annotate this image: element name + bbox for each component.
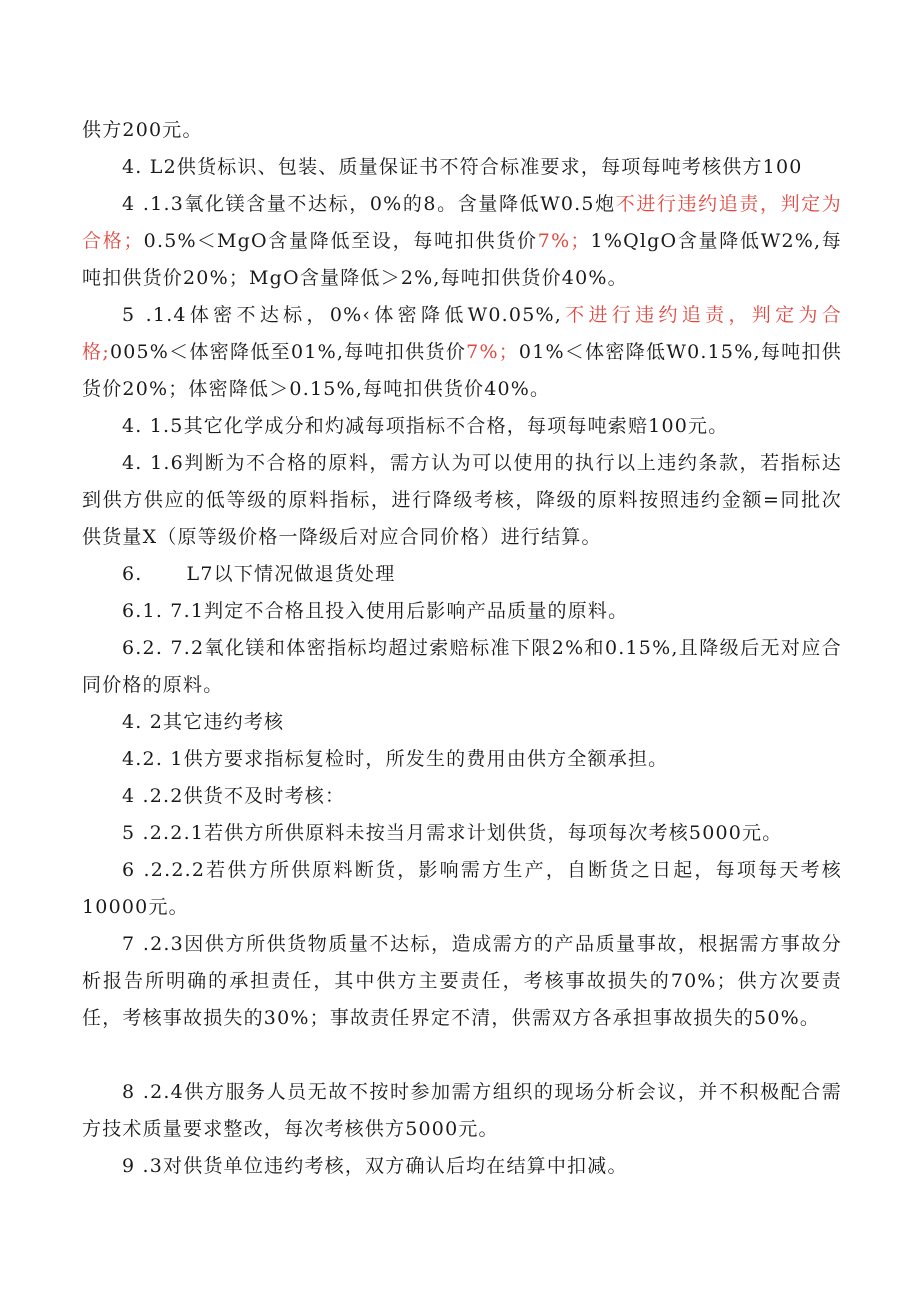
clause-4-2-2-1: 5 .2.2.1若供方所供原料未按当月需求计划供货，每项每次考核5000元。 [122,822,783,844]
clause-text: 01%＜体密降低W0.15%,每吨扣供货价20%；体密降低＞0.15%,每吨扣供货价40%。 [82,341,842,400]
clause-text: 1%QlgO含量降低W2%,每吨扣供货价20%；MgO含量降低＞2%,每吨扣供货价40%。 [82,230,842,289]
highlight-no-liability: 不进行违约追责，判定为合格； [82,193,842,252]
clause-4-1-3 [82,186,842,297]
clause-6-1: 6.1. 7.1判定不合格且投入使用后影响产品质量的原料。 [122,600,629,622]
highlight-no-liability: 不进行违约追责，判定为合格; [82,304,842,363]
clause-4-2-2-2: 6 .2.2.2若供方所供原料断货，影响需方生产，自断货之日起，每项每天考核10000元。 [82,859,842,918]
clause-4-2-3: 7 .2.3因供方所供货物质量不达标，造成需方的产品质量事故，根据需方事故分析报告所明确的承担责任，其中供方主要责任，考核事故损失的70%；供方次要责任，考核事故损失的30%；事故责任界定不清，供需双方各承担事故损失的50%。 [82,933,842,1029]
clause-4-2-1: 4.2. 1供方要求指标复检时，所发生的费用由供方全额承担。 [122,748,669,770]
highlight-percent: 7%； [466,341,519,363]
paragraph-continuation: 供方200元。 [82,119,203,141]
highlight-percent: 7%； [537,230,591,252]
clause-4-1-2: 4. L2供货标识、包装、质量保证书不符合标准要求，每项每吨考核供方100 [122,156,803,178]
clause-4-2-2: 4 .2.2供货不及时考核： [122,785,346,807]
clause-4-1-5: 4. 1.5其它化学成分和灼减每项指标不合格，每项每吨索赔100元。 [122,415,729,437]
clause-text: L7以下情况做退货处理 [186,563,396,585]
clause-text: 4 .1.3氧化镁含量不达标，0%的8。含量降低W0.5炮 [122,193,616,215]
section-4-2-heading: 4. 2其它违约考核 [122,711,285,733]
clause-text: 005%＜体密降低至01%,每吨扣供货价 [109,341,467,363]
clause-number: 6. [122,563,143,585]
clause-return-heading [82,556,842,593]
clause-4-1-6: 4. 1.6判断为不合格的原料，需方认为可以使用的执行以上违约条款，若指标达到供方供应的低等级的原料指标，进行降级考核，降级的原料按照违约金额=同批次供货量X（原等级价格一降级后对应合同价格）进行结算。 [82,452,842,548]
clause-4-1-4 [82,297,842,408]
clause-4-2-4: 8 .2.4供方服务人员无故不按时参加需方组织的现场分析会议，并不积极配合需方技术质量要求整改，每次考核供方5000元。 [82,1081,842,1140]
clause-text: 5 .1.4体密不达标，0%‹体密降低W0.05%, [122,304,562,326]
clause-text: 0.5%＜MgO含量降低至设，每吨扣供货价 [143,230,538,252]
clause-6-2: 6.2. 7.2氧化镁和体密指标均超过索赔标准下限2%和0.15%,且降级后无对应合同价格的原料。 [82,637,842,696]
clause-4-3: 9 .3对供货单位违约考核，双方确认后均在结算中扣减。 [122,1155,628,1177]
